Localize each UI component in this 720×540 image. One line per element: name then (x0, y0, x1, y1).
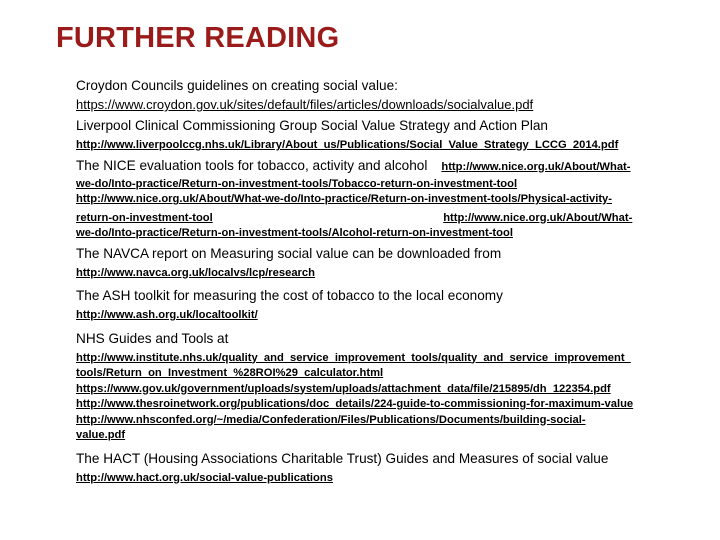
hact-description: The HACT (Housing Associations Charitable Trust) Guides and Measures of social value (76, 450, 609, 466)
nice-link-3-start[interactable]: http://www.nice.org.uk/About/What- (443, 211, 633, 224)
nice-description-text: The NICE evaluation tools for tobacco, activity and alcohol (76, 157, 428, 173)
nice-link-1-start[interactable]: http://www.nice.org.uk/About/What- (441, 160, 631, 173)
nhs-link-2[interactable]: https://www.gov.uk/government/uploads/system/uploads/attachment_data/file/215895/dh_122354.pdf (76, 382, 611, 395)
nice-links-row (76, 208, 696, 227)
liverpool-description: Liverpool Clinical Commissioning Group Social Value Strategy and Action Plan (76, 118, 548, 133)
croydon-link[interactable]: https://www.croydon.gov.uk/sites/default/files/articles/downloads/socialvalue.pdf (76, 97, 534, 112)
nhs-link-4-end[interactable]: value.pdf (76, 429, 126, 441)
nhs-link-1-end[interactable]: tools/Return_on_Investment_%28ROI%29_calculator.html (76, 367, 384, 379)
nhs-link-1-start[interactable]: http://www.institute.nhs.uk/quality_and_service_improvement_tools/quality_and_service_improvement_ (76, 351, 631, 364)
nice-link-3-end[interactable]: we-do/Into-practice/Return-on-investment-tools/Alcohol-return-on-investment-tool (76, 227, 513, 239)
navca-description: The NAVCA report on Measuring social value can be downloaded from (76, 245, 502, 261)
hact-link[interactable]: http://www.hact.org.uk/social-value-publications (76, 471, 333, 484)
reading-list (76, 76, 696, 486)
croydon-description: Croydon Councils guidelines on creating social value: (76, 78, 398, 93)
liverpool-link[interactable]: http://www.liverpoolccg.nhs.uk/Library/About_us/Publications/Social_Value_Strategy_LCCG_2014.pdf (76, 139, 619, 151)
nice-link-1-end[interactable]: we-do/Into-practice/Return-on-investment-tools/Tobacco-return-on-investment-tool (76, 177, 518, 190)
nice-link-2-start[interactable]: http://www.nice.org.uk/About/What-we-do/Into-practice/Return-on-investment-tools/Physical-activity- (76, 193, 612, 205)
nhs-link-3[interactable]: http://www.thesroinetwork.org/publications/doc_details/224-guide-to-commissioning-for-maximum-value (76, 398, 634, 410)
nhs-link-4-start[interactable]: http://www.nhsconfed.org/~/media/Confederation/Files/Publications/Documents/building-social- (76, 413, 586, 426)
nice-link-2-end[interactable]: return-on-investment-tool (76, 211, 213, 224)
navca-link[interactable]: http://www.navca.org.uk/localvs/lcp/research (76, 266, 315, 279)
ash-link[interactable]: http://www.ash.org.uk/localtoolkit/ (76, 309, 258, 321)
nhs-description: NHS Guides and Tools at (76, 330, 229, 346)
nice-description (76, 156, 696, 177)
ash-description: The ASH toolkit for measuring the cost of tobacco to the local economy (76, 288, 503, 303)
page-title: FURTHER READING (56, 22, 340, 54)
